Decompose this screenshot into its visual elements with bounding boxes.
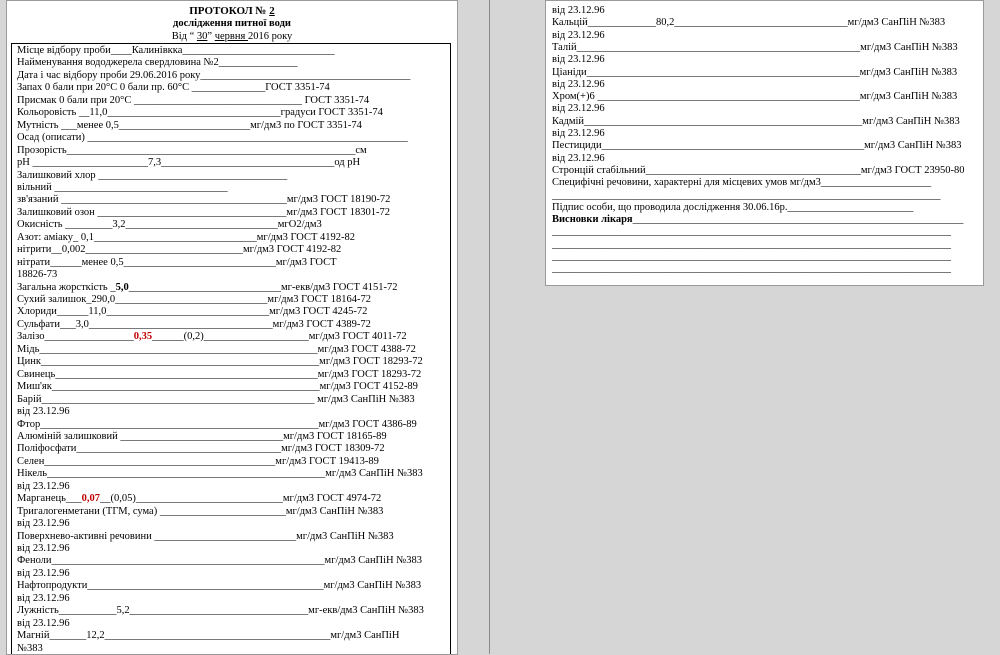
protocol-date <box>7 31 457 43</box>
protocol-line: Поліфосфати_______________________________________мг/дм3 ГОСТ 18309-72 <box>17 443 385 455</box>
protocol-line: Дата і час відбору проби 29.06.2016 року________________________________________ <box>17 69 411 81</box>
protocol-line: від 23.12.96 <box>17 592 70 604</box>
protocol-line: від 23.12.96 <box>17 480 70 492</box>
protocol-line: Лужність___________5,2__________________________________мг-екв/дм3 СанПіН №383 <box>17 605 424 617</box>
protocol-line: Цинк_____________________________________________________мг/дм3 ГОСТ 18293-72 <box>17 356 423 368</box>
protocol-line: зв'язаний ___________________________________________мг/дм3 ГОСТ 18190-72 <box>17 194 391 206</box>
protocol-line: Хром(+)6 __________________________________________________мг/дм3 СанПіН №383 <box>552 91 958 103</box>
protocol-page-1 <box>6 0 458 655</box>
protocol-line: від 23.12.96 <box>17 567 70 579</box>
protocol-line: Найменування вододжерела свердловина №2_______________ <box>17 57 298 69</box>
protocol-line: від 23.12.96 <box>552 128 605 139</box>
protocol-line: Миш'як___________________________________________________мг/дм3 ГОСТ 4152-89 <box>17 381 418 393</box>
protocol-line: №383 <box>17 642 43 654</box>
protocol-line: Місце відбору проби____Калинівкка_____________________________ <box>17 45 335 56</box>
protocol-line: Селен____________________________________________мг/дм3 ГОСТ 19413-89 <box>17 455 379 467</box>
protocol-line: Свинець__________________________________________________мг/дм3 ГОСТ 18293-72 <box>17 368 422 380</box>
highlighted-value: 0,35 <box>133 331 153 343</box>
protocol-line: Присмак 0 бали при 20°С ________________________________ ГОСТ 3351-74 <box>17 94 370 106</box>
protocol-line: Хлориди______11,0_______________________________мг/дм3 ГОСТ 4245-72 <box>17 306 368 318</box>
protocol-line: Ціаніди____________________________________________________мг/дм3 СанПіН №383 <box>552 66 958 78</box>
viewer-divider <box>489 0 490 654</box>
protocol-line: нітрати______менее 0,5_____________________________мг/дм3 ГОСТ <box>17 256 337 268</box>
protocol-line: __________________________________________________________________________ <box>552 189 941 201</box>
protocol-line: Пестициди__________________________________________________мг/дм3 СанПіН №383 <box>552 140 962 152</box>
protocol-line: Марганець___0,07__(0,05)____________________________мг/дм3 ГОСТ 4974-72 <box>17 493 382 505</box>
protocol-line: Залишковий озон ____________________________________мг/дм3 ГОСТ 18301-72 <box>17 206 390 218</box>
protocol-page-2 <box>545 0 984 286</box>
protocol-line: Залізо_________________0,35______(0,2)____________________мг/дм3 ГОСТ 4011-72 <box>17 331 407 343</box>
protocol-line: від 23.12.96 <box>552 152 605 164</box>
protocol-line: Тригалогенметани (ТГМ, сума) ________________________мг/дм3 СанПіН №383 <box>17 505 384 517</box>
protocol-line: Поверхнево-активні речовини ___________________________мг/дм3 СанПіН №383 <box>17 530 394 542</box>
protocol-line: 18826-73 <box>17 269 58 281</box>
protocol-line: нітрити__0,002______________________________мг/дм3 ГОСТ 4192-82 <box>17 244 342 256</box>
protocol-line: Магній_______12,2___________________________________________мг/дм3 СанПіН <box>17 630 400 642</box>
protocol-line: Нікель_____________________________________________________мг/дм3 СанПіН №383 <box>17 468 423 480</box>
highlighted-value: Висновки лікаря <box>552 214 633 226</box>
protocol-line: від 23.12.96 <box>552 103 605 115</box>
protocol-line: Кальцій_____________80,2_________________________________мг/дм3 СанПіН №383 <box>552 17 946 29</box>
protocol-line: Мутність ___менее 0,5_________________________мг/дм3 по ГОСТ 3351-74 <box>17 119 362 131</box>
highlighted-value: 5,0 <box>115 281 129 293</box>
protocol-line: від 23.12.96 <box>552 78 605 90</box>
protocol-line: ____________________________________________________________________________ <box>552 238 951 250</box>
protocol-line: від 23.12.96 <box>17 617 70 629</box>
protocol-line: Сульфати___3,0___________________________________мг/дм3 ГОСТ 4389-72 <box>17 318 371 330</box>
protocol-line: Прозорість_______________________________________________________см <box>17 144 367 156</box>
protocol-line: Сухий залишок_290,0_____________________________мг/дм3 ГОСТ 18164-72 <box>17 294 371 305</box>
protocol-line: від 23.12.96 <box>552 29 605 41</box>
protocol-line: Фтор_____________________________________________________мг/дм3 ГОСТ 4386-89 <box>17 418 417 430</box>
date-prefix: Від “ <box>171 31 197 42</box>
protocol-line: Талій______________________________________________________мг/дм3 СанПіН №383 <box>552 41 958 53</box>
protocol-line: Окисність _________3,2_____________________________мгО2/дм3 <box>17 219 322 231</box>
protocol-line: вільний _________________________________ <box>17 181 228 193</box>
protocol-line: Залишковий хлор ____________________________________ <box>17 169 288 181</box>
title-text: ПРОТОКОЛ № <box>189 5 270 17</box>
date-mid: ” <box>207 31 215 42</box>
protocol-line: Кольоровість __11,0_________________________________градуси ГОСТ 3351-74 <box>17 107 383 119</box>
protocol-subtitle: дослідження питної води <box>173 18 291 29</box>
protocol-line: Запах 0 бали при 20°С 0 бали пр. 60°С ______________ГОСТ 3351-74 <box>17 82 330 94</box>
protocol-line: Специфічні речовини, характерні для місцевих умов мг/дм3_____________________ <box>552 177 932 189</box>
protocol-line: Алюміній залишковий _______________________________мг/дм3 ГОСТ 18165-89 <box>17 430 387 442</box>
protocol-line: Мідь_____________________________________________________мг/дм3 ГОСТ 4388-72 <box>17 343 416 355</box>
protocol-line: Стронцій стабільний_________________________________________мг/дм3 ГОСТ 23950-80 <box>552 164 965 176</box>
protocol-line: Осад (описати) _____________________________________________________________ <box>17 132 408 144</box>
protocol-line: ____________________________________________________________________________ <box>552 226 951 238</box>
protocol-title <box>7 5 457 17</box>
protocol-line: Феноли____________________________________________________мг/дм3 СанПіН №383 <box>17 555 423 567</box>
protocol-line: рН ______________________7,3_________________________________од рН <box>17 157 361 169</box>
protocol-line: Загальна жорсткість _5,0_____________________________мг-екв/дм3 ГОСТ 4151-72 <box>17 281 398 293</box>
highlighted-value: 0,07 <box>81 493 101 505</box>
date-suffix: 2016 року <box>247 31 293 42</box>
protocol-line: ____________________________________________________________________________ <box>552 263 951 275</box>
date-day: 30 <box>196 31 208 42</box>
protocol-line: від 23.12.96 <box>17 543 70 554</box>
protocol-line: від 23.12.96 <box>552 5 605 16</box>
protocol-line: від 23.12.96 <box>17 406 70 418</box>
protocol-line: Кадмій_____________________________________________________мг/дм3 СанПіН №383 <box>552 115 960 127</box>
protocol-line: ____________________________________________________________________________ <box>552 251 951 262</box>
protocol-line: Підпис особи, що проводила дослідження 30.06.16р.________________________ <box>552 201 914 213</box>
protocol-line: Азот: аміаку_ 0,1_______________________________мг/дм3 ГОСТ 4192-82 <box>17 231 356 243</box>
protocol-line: від 23.12.96 <box>17 518 70 530</box>
protocol-line: Нафтопродукти_____________________________________________мг/дм3 СанПіН №383 <box>17 580 422 592</box>
protocol-line: Висновки лікаря_______________________________________________________________ <box>552 214 964 226</box>
date-month: червня <box>214 31 248 42</box>
protocol-line: від 23.12.96 <box>552 54 605 66</box>
protocol-line: Барій____________________________________________________ мг/дм3 СанПіН №383 <box>17 393 415 405</box>
protocol-number: 2 <box>269 5 275 17</box>
